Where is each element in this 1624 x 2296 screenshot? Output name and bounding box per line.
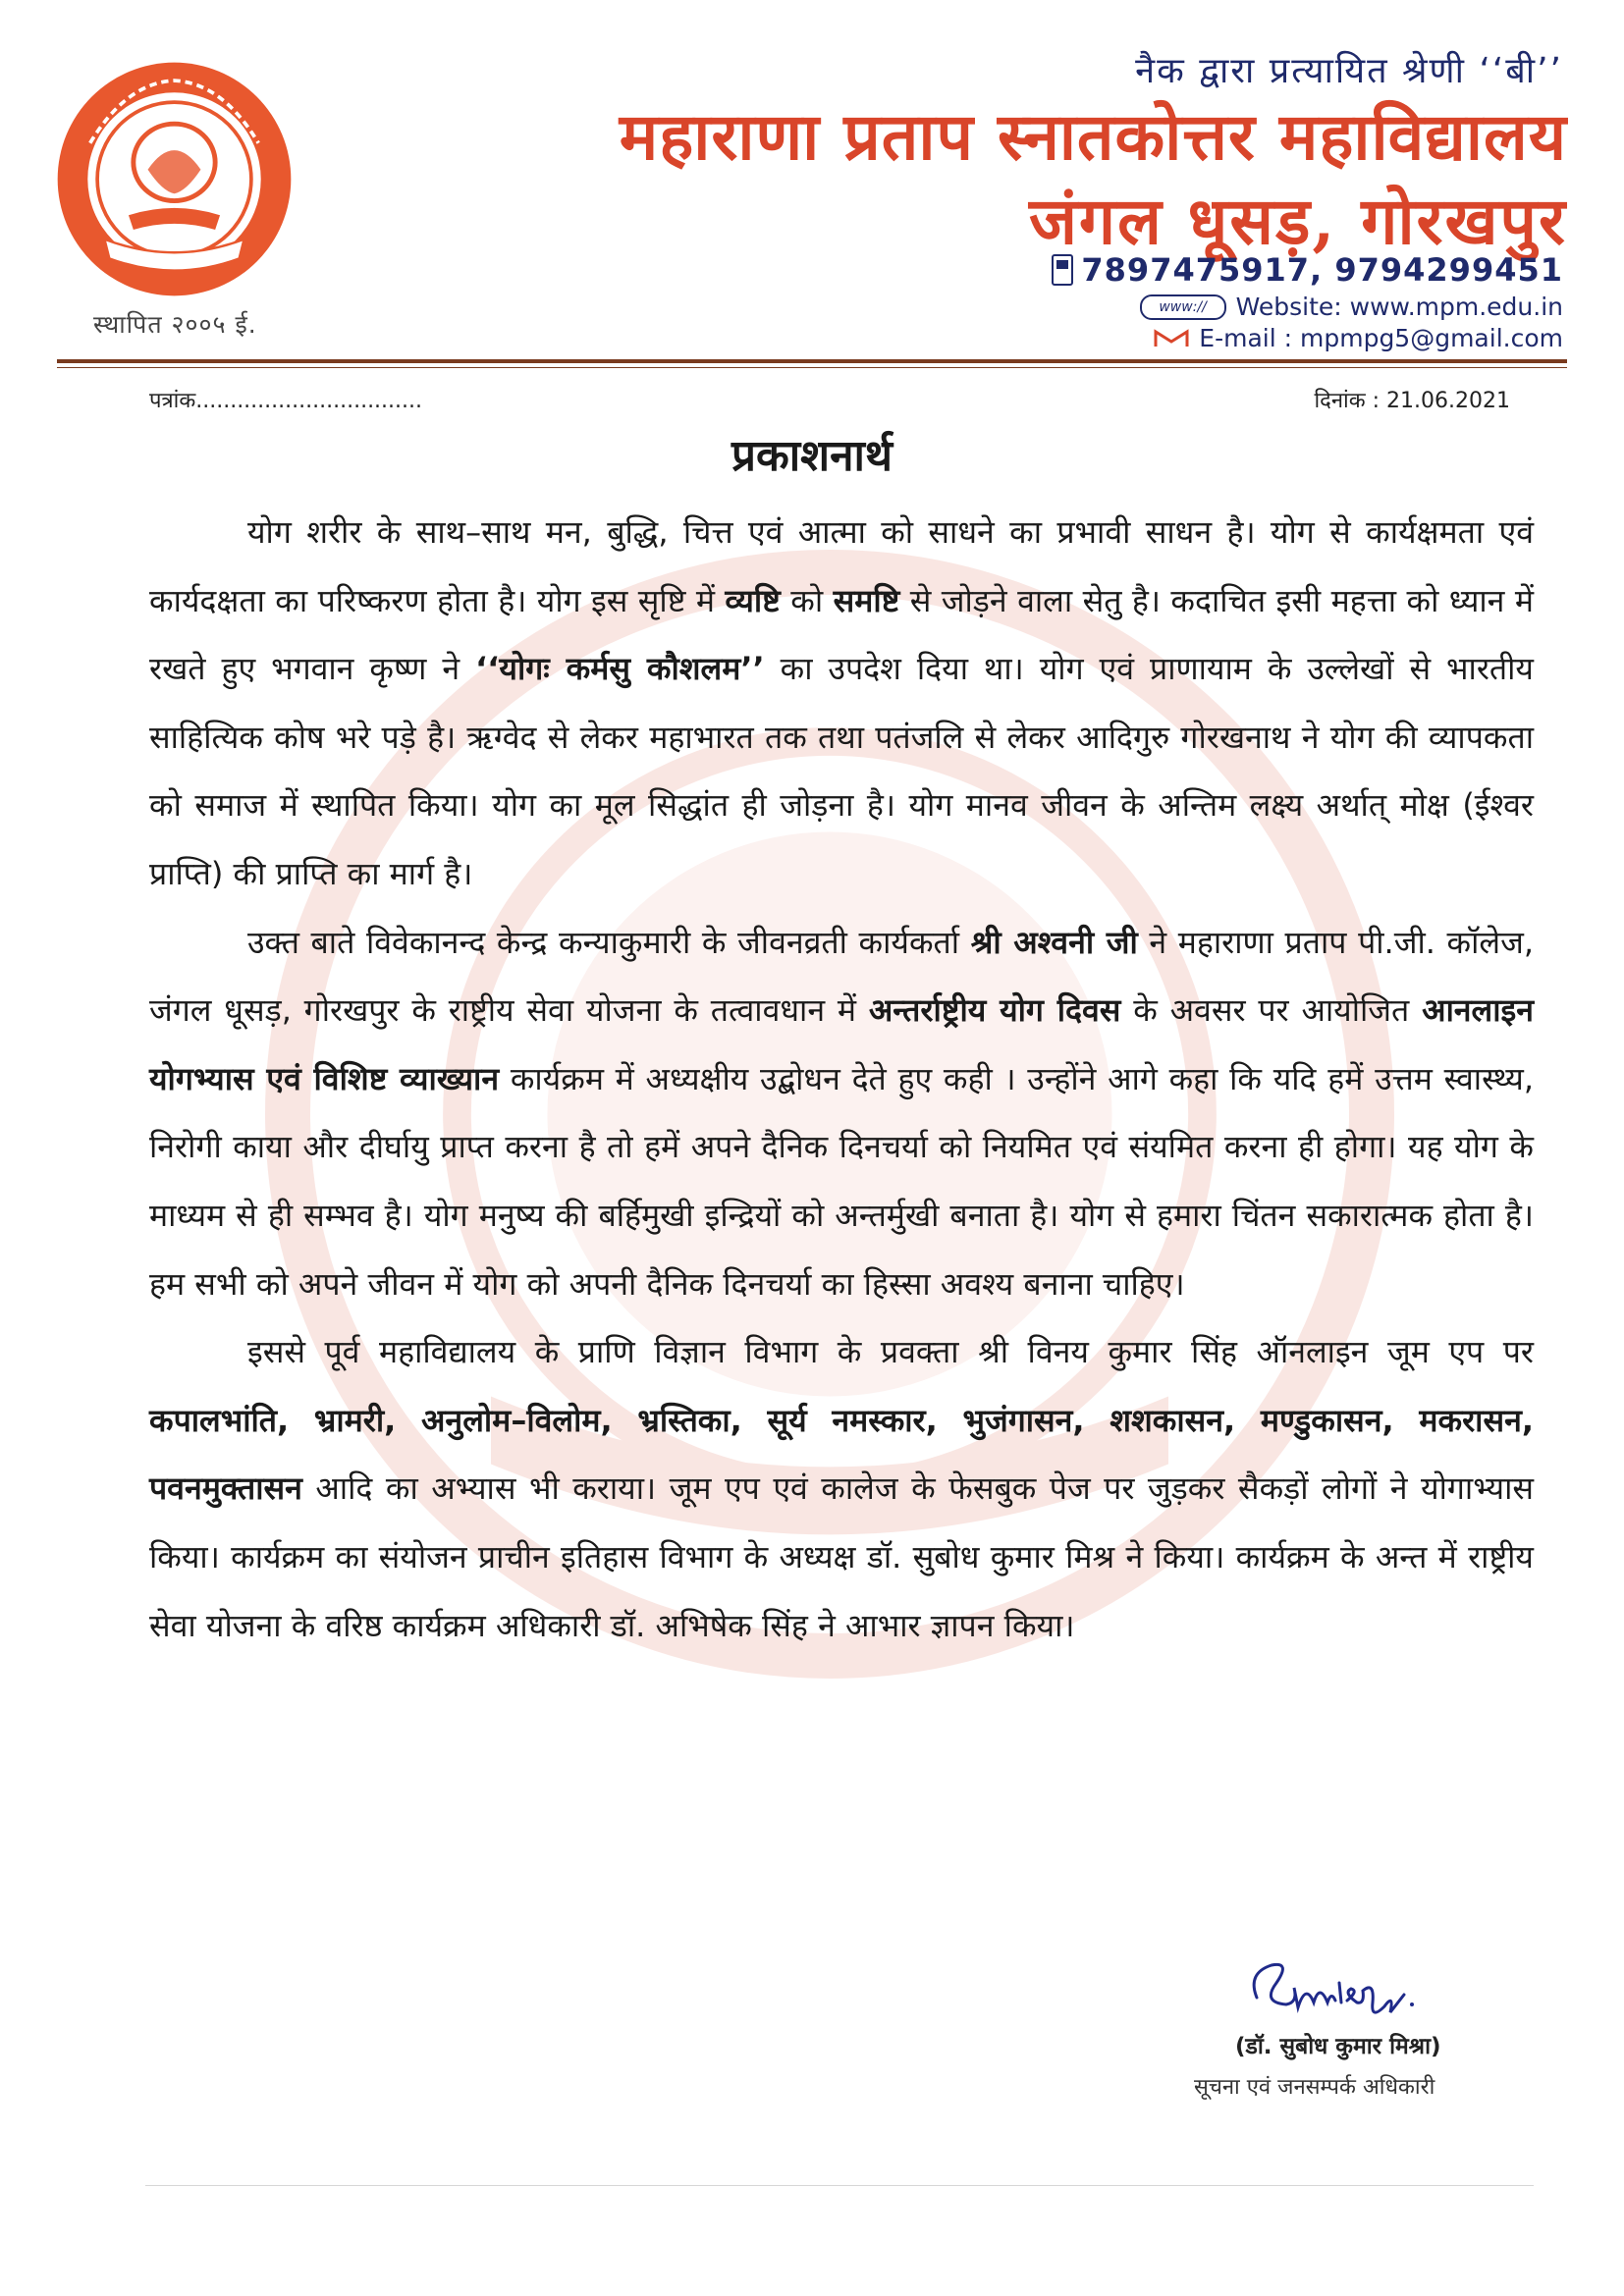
reference-number: पत्रांक................................. xyxy=(149,389,423,413)
phone-text: 7897475917, 9794299451 xyxy=(1081,251,1563,289)
header-divider-thin xyxy=(57,367,1567,368)
handwritten-signature xyxy=(1237,1944,1434,2032)
text-run: आदि का अभ्यास भी कराया। जूम एप एवं कालेज के फेसबुक पेज पर जुड़कर सैकड़ों लोगों ने योगाभ्यास किया। कार्यक्रम का संयोजन प्राचीन इतिहास विभाग के अध्यक्ष डॉ. सुबोध कुमार मिश्र ने किया। कार्यक्रम के अन्त में राष्ट्रीय सेवा योजना के वरिष्ठ कार्यक्रम अधिकारी डॉ. अभिषेक सिंह ने आभार ज्ञापन किया। xyxy=(149,1469,1534,1644)
email-text: E-mail : mpmpg5@gmail.com xyxy=(1199,324,1563,352)
text-run: उक्त बाते विवेकानन्द केन्द्र कन्याकुमारी के जीवनव्रती कार्यकर्ता xyxy=(247,923,971,961)
email-row xyxy=(1154,324,1563,352)
footer-divider xyxy=(145,2185,1534,2186)
signatory-name: (डॉ. सुबोध कुमार मिश्रा) xyxy=(1235,2034,1441,2059)
college-location: जंगल धूसड़, गोरखपुर xyxy=(1028,183,1567,259)
website-text: Website: www.mpm.edu.in xyxy=(1235,293,1563,321)
accreditation-line: नैक द्वारा प्रत्यायित श्रेणी ‘‘बी’’ xyxy=(1135,51,1563,91)
text-run: कार्यक्रम में अध्यक्षीय उद्बोधन देते हुए कही । उन्होंने आगे कहा कि यदि हमें उत्तम स्वास्थ्य, निरोगी काया और दीर्घायु प्राप्त करना है तो हमें अपने दैनिक दिनचर्या को नियमित एवं संयमित करना ही होगा। यह योग के माध्यम से ही सम्भव है। योग मनुष्य की बर्हिमुखी इन्द्रियों को अन्तर्मुखी बनाता है। योग से हमारा चिंतन सकारात्मक होता है। हम सभी को अपने जीवन में योग को अपनी दैनिक दिनचर्या का हिस्सा अवश्य बनाना चाहिए। xyxy=(149,1059,1534,1303)
paragraph-2 xyxy=(149,909,1534,1319)
text-run: के अवसर पर आयोजित xyxy=(1120,991,1423,1030)
website-row xyxy=(1140,293,1563,321)
signatory-designation: सूचना एवं जनसम्पर्क अधिकारी xyxy=(1194,2075,1435,2100)
bold-event-name: अन्तर्राष्ट्रीय योग दिवस xyxy=(868,991,1121,1030)
paragraph-1 xyxy=(149,499,1534,909)
text-run: इससे पूर्व महाविद्यालय के प्राणि विज्ञान विभाग के प्रवक्ता श्री विनय कुमार सिंह ऑनलाइन जूम एप पर xyxy=(247,1333,1534,1371)
letter-date: दिनांक : 21.06.2021 xyxy=(1314,389,1510,413)
established-year: स्थापित २००५ ई. xyxy=(93,310,257,339)
text-run: से जोड़ने वाला सेतु है। कदाचित इसी महत्ता को ध्यान में रखते हुए भगवान कृष्ण ने xyxy=(149,581,1534,688)
bold-term: समष्टि xyxy=(833,581,900,619)
phone-numbers xyxy=(1052,251,1563,289)
bold-speaker-name: श्री अश्वनी जी xyxy=(970,923,1138,961)
text-run: योग शरीर के साथ–साथ मन, बुद्धि, चित्त एवं आत्मा को साधने का प्रभावी साधन है। योग से कार्यक्षमता एवं कार्यदक्षता का परिष्करण होता है। योग इस सृष्टि में xyxy=(149,513,1534,619)
text-run: ने महाराणा प्रताप पी.जी. कॉलेज, जंगल धूसड़, गोरखपुर के राष्ट्रीय सेवा योजना के तत्वावधान में xyxy=(149,923,1534,1030)
bold-program-name: आनलाइन योगभ्यास एवं विशिष्ट व्याख्यान xyxy=(149,991,1535,1097)
header-divider xyxy=(57,359,1567,363)
text-run: को xyxy=(780,581,834,619)
globe-www-icon: www:// xyxy=(1140,294,1226,320)
paragraph-3 xyxy=(149,1318,1534,1660)
letter-body xyxy=(149,499,1534,1660)
phone-icon xyxy=(1052,254,1073,286)
college-seal-logo xyxy=(54,59,295,299)
bold-asana-list: कपालभांति, भ्रामरी, अनुलोम–विलोम, भ्रस्तिका, सूर्य नमस्कार, भुजंगासन, शशकासन, मण्डुकासन, मकरासन, पवनमुक्तासन xyxy=(149,1401,1534,1508)
text-run: का उपदेश दिया था। योग एवं प्राणायाम के उल्लेखों से भारतीय साहित्यिक कोष भरे पड़े है। ऋग्वेद से लेकर महाभारत तक तथा पतंजलि से लेकर आदिगुरु गोरखनाथ ने योग की व्यापकता को समाज में स्थापित किया। योग का मूल सिद्धांत ही जोड़ना है। योग मानव जीवन के अन्तिम लक्ष्य अर्थात् मोक्ष (ईश्वर प्राप्ति) की प्राप्ति का मार्ग है। xyxy=(149,650,1534,892)
college-name: महाराणा प्रताप स्नातकोत्तर महाविद्यालय xyxy=(619,98,1567,175)
bold-quote: ‘‘योगः कर्मसु कौशलम’’ xyxy=(475,650,765,688)
email-icon xyxy=(1154,329,1189,348)
document-title: प्रकाशनार्थ xyxy=(731,431,893,481)
bold-term: व्यष्टि xyxy=(725,581,781,619)
